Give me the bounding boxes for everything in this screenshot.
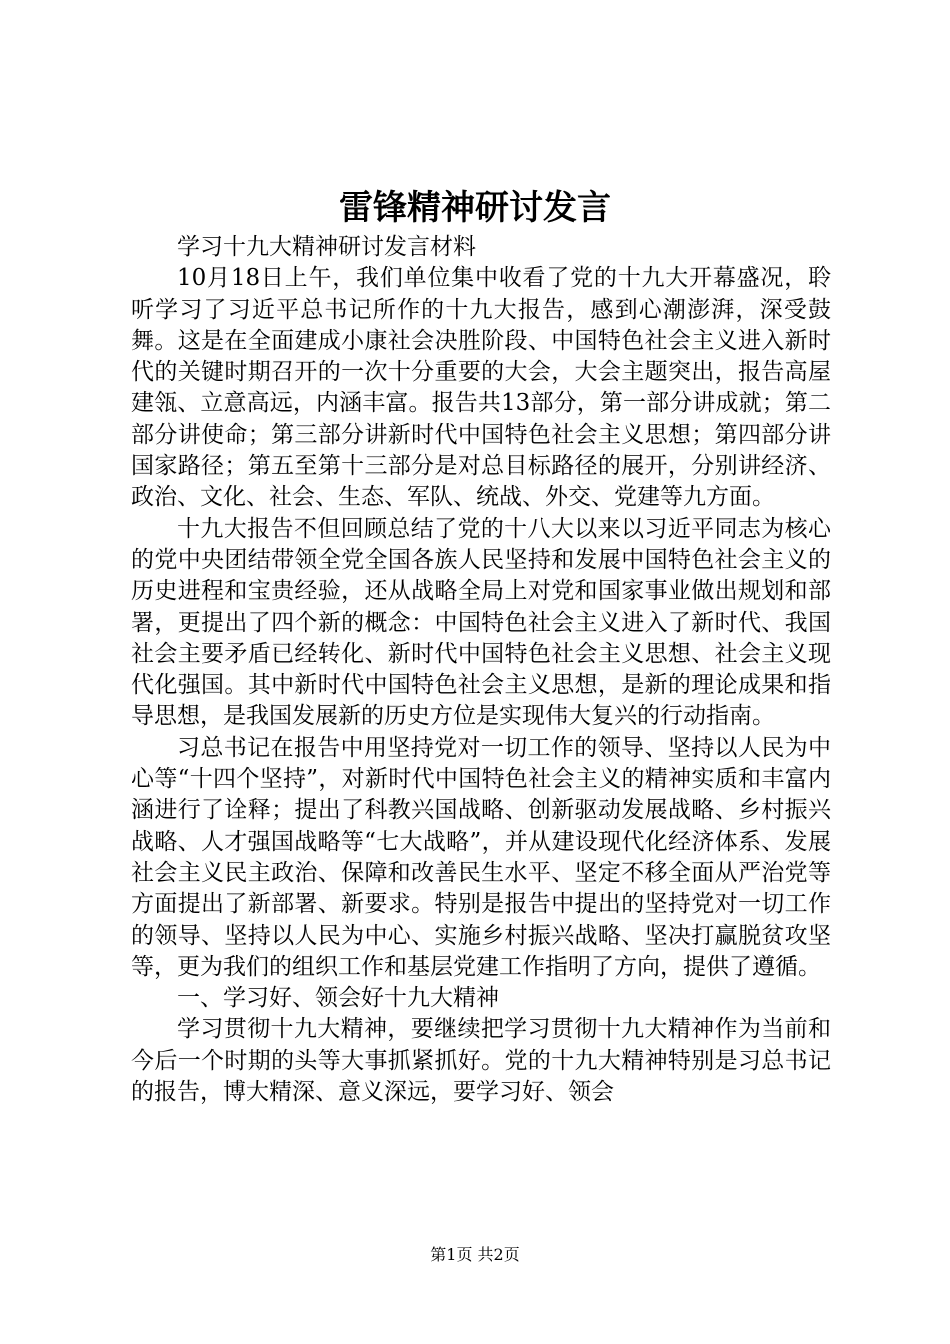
paragraph-2: 十九大报告不但回顾总结了党的十八大以来以习近平同志为核心的党中央团结带领全党全国各族人民坚持和发展中国特色社会主义的历史进程和宝贵经验，还从战略全局上对党和国家事业做出规划和部署，更提出了四个新的概念：中国特色社会主义进入了新时代、我国社会主要矛盾已经转化、新时代中国特色社会主义思想、社会主义现代化强国。其中新时代中国特色社会主义思想，是新的理论成果和指导思想，是我国发展新的历史方位是实现伟大复兴的行动指南。 (131, 515, 831, 730)
paragraph-subtitle: 学习十九大精神研讨发言材料 (177, 234, 476, 260)
paragraph-4: 学习贯彻十九大精神，要继续把学习贯彻十九大精神作为当前和今后一个时期的头等大事抓紧抓好。党的十九大精神特别是习总书记的报告，博大精深、意义深远，要学习好、领会 (131, 1016, 831, 1106)
paragraph-1: 10月18日上午，我们单位集中收看了党的十九大开幕盛况，聆听学习了习近平总书记所作的十九大报告，感到心潮澎湃，深受鼓舞。这是在全面建成小康社会决胜阶段、中国特色社会主义进入新时代的关键时期召开的一次十分重要的大会，大会主题突出，报告高屋建瓴、立意高远，内涵丰富。报告共13部分，第一部分讲成就；第二部分讲使命；第三部分讲新时代中国特色社会主义思想；第四部分讲国家路径；第五至第十三部分是对总目标路径的展开，分别讲经济、政治、文化、社会、生态、军队、统战、外交、党建等九方面。 (131, 265, 831, 511)
page-footer: 第1页 共2页 (430, 1245, 520, 1264)
paragraph-3: 习总书记在报告中用坚持党对一切工作的领导、坚持以人民为中心等“十四个坚持”，对新时代中国特色社会主义的精神实质和丰富内涵进行了诠释；提出了科教兴国战略、创新驱动发展战略、乡村振兴战略、人才强国战略等“七大战略”，并从建设现代化经济体系、发展社会主义民主政治、保障和改善民生水平、坚定不移全面从严治党等方面提出了新部署、新要求。特别是报告中提出的坚持党对一切工作的领导、坚持以人民为中心、实施乡村振兴战略、坚决打赢脱贫攻坚等，更为我们的组织工作和基层党建工作指明了方向，提供了遵循。 (131, 734, 831, 980)
section-heading-1: 一、学习好、领会好十九大精神 (177, 985, 499, 1012)
document-body (131, 232, 831, 1108)
document-title: 雷锋精神研讨发言 (339, 188, 611, 228)
